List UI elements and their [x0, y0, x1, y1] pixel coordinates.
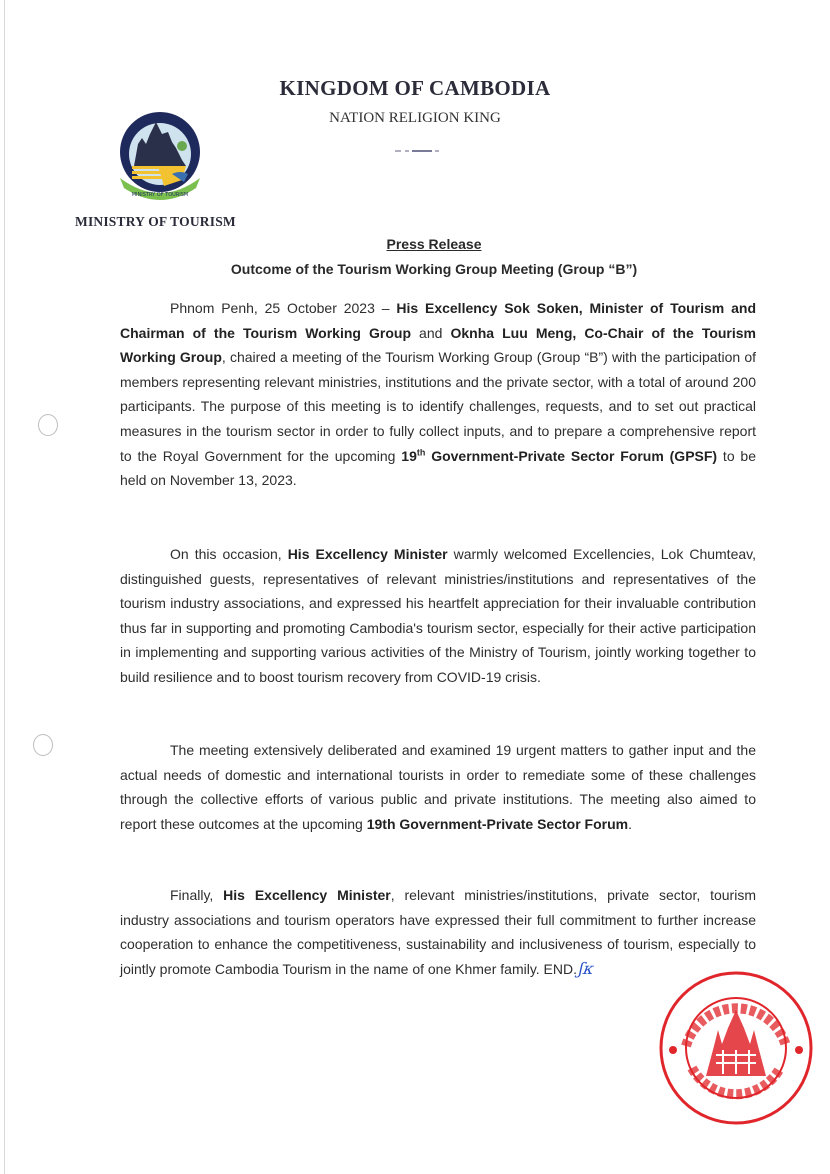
paragraph-2 — [120, 542, 756, 690]
text-run: warmly welcomed Excellencies, Lok Chumteav, distinguished guests, representatives of relevant ministries/institutions and representatives of the tourism industry associations, and expressed his heartfelt appreciation for their invaluable contribution thus far in supporting and promoting Cambodia's tourism sector, especially for their active participation in implementing and supporting various activities of the Ministry of Tourism, jointly working together to build resilience and to boost tourism recovery from COVID-19 crisis. — [120, 546, 756, 685]
bold-text-run: Government-Private Sector Forum (GPSF) — [425, 447, 718, 464]
paragraph-3 — [120, 738, 756, 836]
bold-text-run: His Excellency Sok Soken, Minister of Tourism and Chairman of the Tourism Working Group — [120, 300, 756, 341]
bold-text-run: 19th Government-Private Sector Forum — [366, 815, 629, 832]
bold-text-run: Oknha Luu Meng, Co-Chair of the Tourism Working Group — [120, 324, 757, 366]
svg-text:MINISTRY OF TOURISM: MINISTRY OF TOURISM — [131, 192, 189, 198]
bold-text-run: His Excellency Minister — [287, 546, 448, 562]
country-heading: KINGDOM OF CAMBODIA — [279, 76, 551, 100]
ministry-of-tourism-emblem-icon — [112, 108, 208, 204]
handwritten-initials: ʃκ — [577, 958, 596, 978]
document-title: Outcome of the Tourism Working Group Meeting (Group “B”) — [230, 261, 638, 277]
text-run: . — [628, 815, 632, 832]
text-run: On this occasion, — [170, 546, 288, 562]
page-edge-line — [4, 0, 5, 1174]
text-run: , relevant ministries/institutions, private sector, tourism industry associations and tourism operators have expressed their full commitment to further increase cooperation to enhance the competitiveness, sustainability and inclusiveness of tourism, especially to jointly promote Cambodia Tourism in the name of one Khmer family. END. — [120, 887, 756, 977]
punch-hole-top — [38, 414, 58, 436]
national-motto: NATION RELIGION KING — [329, 110, 501, 126]
ministry-seal-stamp-icon — [656, 968, 816, 1128]
text-run: and — [411, 324, 451, 341]
text-run: to be held on November 13, 2023. — [120, 447, 757, 489]
text-run: The meeting extensively deliberated and examined 19 urgent matters to gather input and the actual needs of domestic and international tourists in order to remediate some of these challenges through the collective efforts of various public and private institutions. The meeting also aimed to report these outcomes at the upcoming — [120, 742, 756, 832]
bold-text-run: His Excellency Minister — [223, 887, 391, 903]
header-ornament — [395, 150, 445, 152]
press-release-label: Press Release — [386, 236, 482, 252]
bold-text-run: 19 — [401, 447, 417, 464]
bold-text-run: th — [416, 446, 426, 457]
text-run: Phnom Penh, 25 October 2023 – — [170, 300, 397, 316]
text-run: , chaired a meeting of the Tourism Working Group (Group “B”) with the participation of members representing relevant ministries, institutions and the private sector, with a total of around 200 participants. The purpose of this meeting is to identify challenges, requests, and to set out practical measures in the tourism sector in order to fully collect inputs, and to prepare a comprehensive report to the Royal Government for the upcoming — [120, 349, 756, 464]
paragraph-1 — [120, 296, 756, 493]
text-run: Finally, — [170, 887, 224, 903]
punch-hole-bottom — [33, 734, 53, 756]
paragraph-4 — [120, 883, 756, 981]
ministry-name: MINISTRY OF TOURISM — [75, 214, 236, 229]
